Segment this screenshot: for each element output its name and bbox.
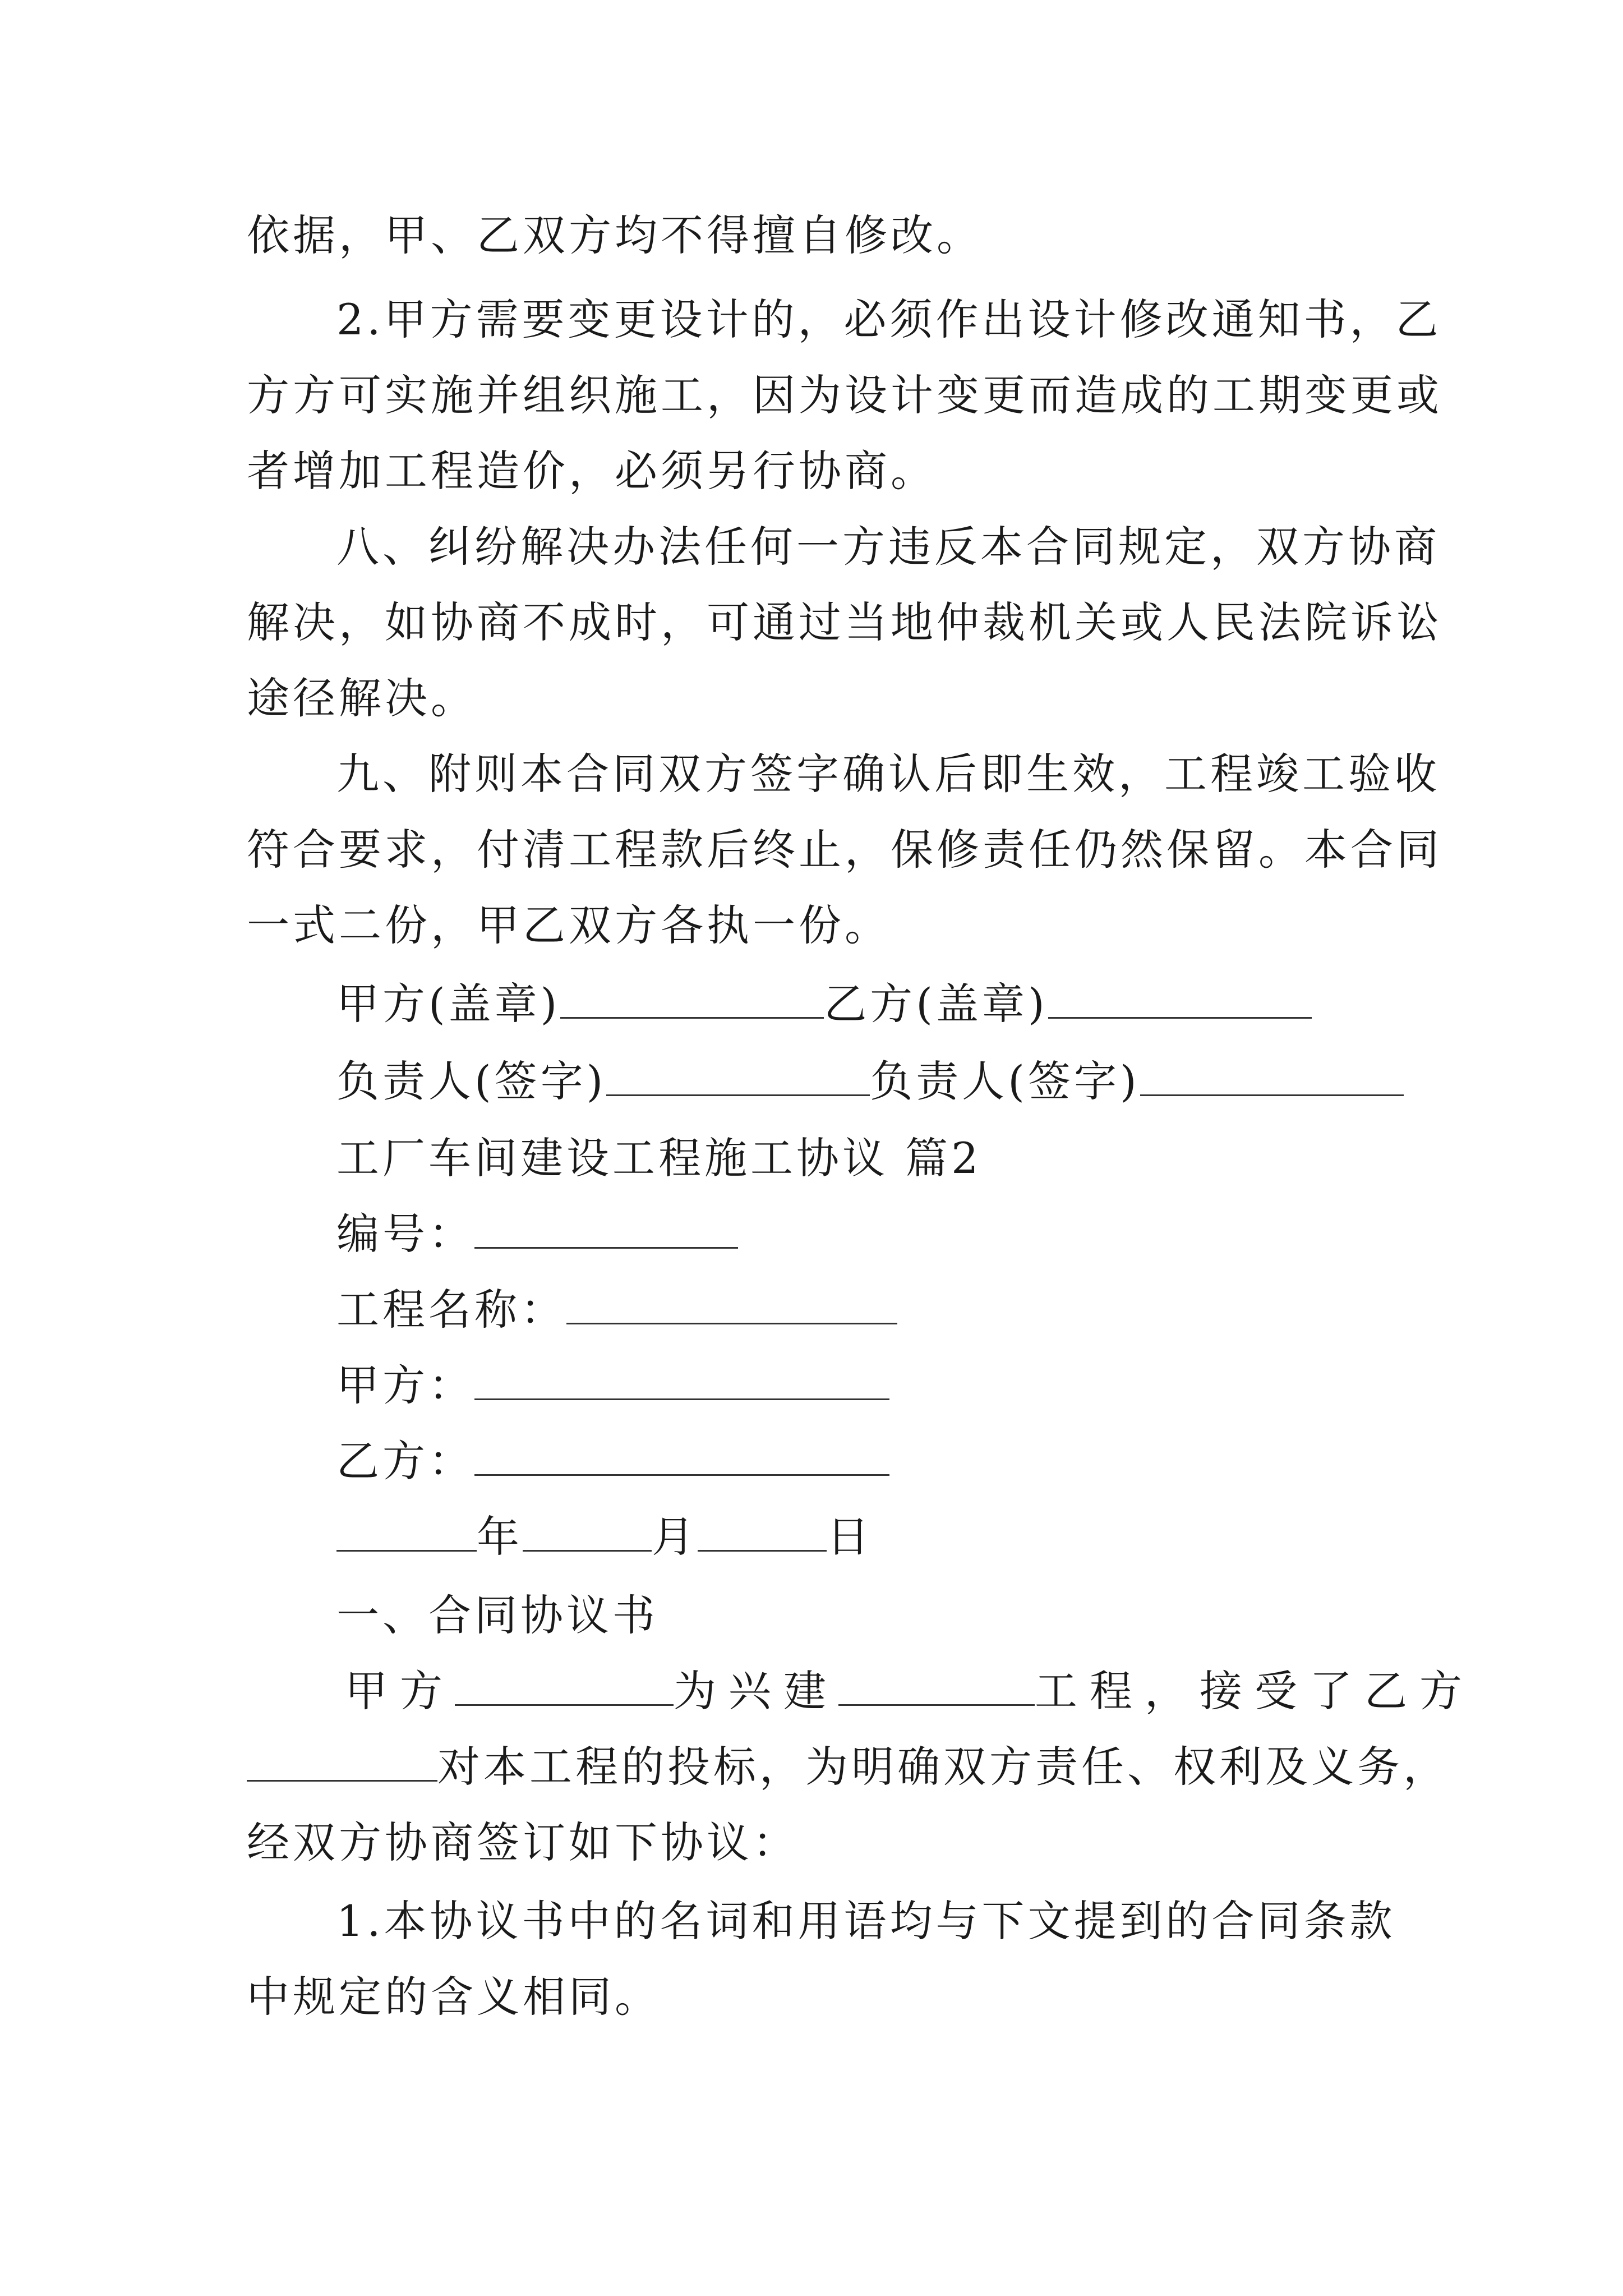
intro-project: 工程，接受了乙方 xyxy=(1035,1666,1474,1716)
paragraph-line: 经双方协商签订如下协议： xyxy=(247,1818,799,1867)
number-blank[interactable] xyxy=(474,1208,738,1249)
intro-line-2-text: 对本工程的投标，为明确双方责任、权利及义务， xyxy=(437,1742,1449,1792)
intro-party-a: 甲方 xyxy=(345,1666,455,1716)
party-b-row xyxy=(336,1433,889,1489)
intro-line-2 xyxy=(247,1739,1449,1795)
project-name-row xyxy=(336,1282,897,1338)
number-row xyxy=(336,1206,738,1262)
paragraph-line: 八、纠纷解决办法任何一方违反本合同规定，双方协商 xyxy=(336,522,1440,572)
paragraph-line: 依据，甲、乙双方均不得擅自修改。 xyxy=(247,210,983,260)
paragraph-line: 符合要求，付清工程款后终止，保修责任仍然保留。本合同 xyxy=(247,825,1442,875)
project-blank[interactable] xyxy=(838,1665,1035,1706)
paragraph-line: 九、附则本合同双方签字确认后即生效，工程竣工验收 xyxy=(336,749,1440,799)
paragraph-line: 2.甲方需要变更设计的，必须作出设计修改通知书，乙 xyxy=(336,295,1442,344)
party-b-seal-label: 乙方(盖章) xyxy=(824,979,1048,1029)
party-a-seal-label: 甲方(盖章) xyxy=(336,979,561,1029)
day-blank[interactable] xyxy=(698,1511,827,1552)
section-title: 工厂车间建设工程施工协议 篇2 xyxy=(336,1133,982,1183)
project-name-blank[interactable] xyxy=(566,1283,897,1324)
intro-build: 为兴建 xyxy=(674,1666,838,1716)
paragraph-line: 方方可实施并组织施工，因为设计变更而造成的工期变更或 xyxy=(247,370,1442,420)
year-label: 年 xyxy=(477,1512,523,1562)
number-label: 编号： xyxy=(336,1209,474,1259)
party-b-blank[interactable] xyxy=(474,1435,889,1476)
year-blank[interactable] xyxy=(336,1511,477,1552)
project-name-label: 工程名称： xyxy=(336,1285,566,1335)
paragraph-line: 者增加工程造价，必须另行协商。 xyxy=(247,446,937,496)
party-b-name-blank[interactable] xyxy=(247,1741,437,1782)
month-blank[interactable] xyxy=(523,1511,652,1552)
paragraph-line: 途径解决。 xyxy=(247,673,477,723)
party-a-name-blank[interactable] xyxy=(455,1665,674,1706)
signature-row-seal xyxy=(336,976,1312,1032)
person-b-sign-label: 负责人(签字) xyxy=(870,1056,1140,1106)
date-row xyxy=(336,1509,873,1565)
person-a-sign-blank[interactable] xyxy=(606,1055,870,1096)
person-a-sign-label: 负责人(签字) xyxy=(336,1056,607,1106)
party-b-label: 乙方： xyxy=(336,1436,474,1486)
signature-row-person xyxy=(336,1053,1404,1110)
agreement-heading: 一、合同协议书 xyxy=(336,1590,658,1640)
day-label: 日 xyxy=(827,1512,873,1562)
party-a-row xyxy=(336,1358,889,1414)
paragraph-line: 一式二份，甲乙双方各执一份。 xyxy=(247,900,891,950)
party-a-blank[interactable] xyxy=(474,1359,889,1400)
party-a-label: 甲方： xyxy=(336,1360,474,1410)
party-a-seal-blank[interactable] xyxy=(560,978,824,1019)
month-label: 月 xyxy=(652,1512,698,1562)
party-b-seal-blank[interactable] xyxy=(1048,978,1312,1019)
paragraph-line: 1.本协议书中的名词和用语均与下文提到的合同条款 xyxy=(336,1896,1396,1946)
intro-line-1 xyxy=(345,1663,1474,1719)
paragraph-line: 解决，如协商不成时，可通过当地仲裁机关或人民法院诉讼 xyxy=(247,597,1442,647)
paragraph-line: 中规定的含义相同。 xyxy=(247,1972,661,2022)
person-b-sign-blank[interactable] xyxy=(1140,1055,1404,1096)
